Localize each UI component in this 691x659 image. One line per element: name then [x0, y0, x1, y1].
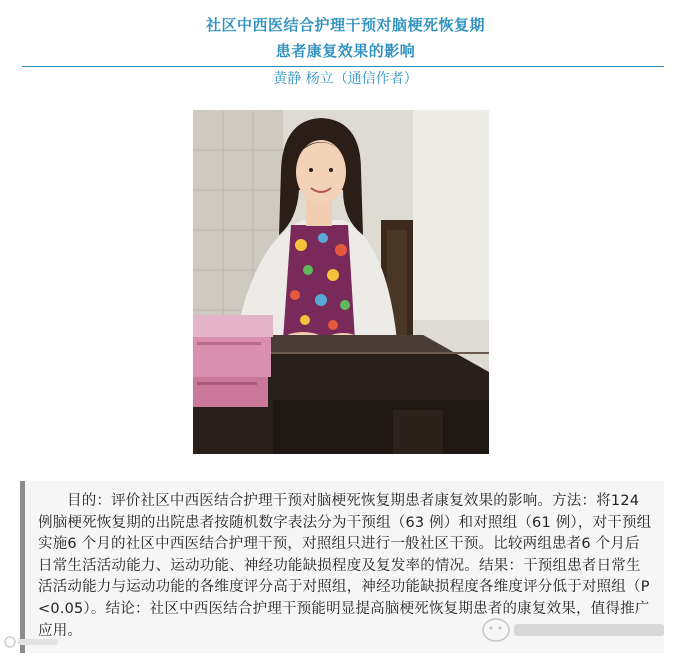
watermark-logo: [478, 615, 678, 645]
article-title-line-2: 患者康复效果的影响: [275, 42, 416, 60]
author-photo: [193, 110, 489, 454]
title-divider: [22, 66, 664, 67]
abstract-text: 目的：评价社区中西医结合护理干预对脑梗死恢复期患者康复效果的影响。方法：将124 例脑梗死恢复期的出院患者按随机数字表法分为干预组（63 例）和对照组（61 例），对干预组实施6 个月的社区中西医结合护理干预，对照组只进行一般社区干预。比较两组患者6 个月后日常生活活动能力、运动功能、神经功能缺损程度及复发率的情况。结果：干预组患者日常生活活动能力与运动功能的各维度评分高于对照组，神经功能缺损程度各维度评分低于对照组（P <0.05）。结论：社区中西医结合护理干预能明显提高脑梗死恢复期患者的康复效果，值得推广应用。: [38, 493, 652, 639]
article-authors: 黄静 杨立（通信作者）: [273, 71, 418, 87]
article-title-line-1: 社区中西医结合护理干预对脑梗死恢复期: [205, 16, 485, 34]
watermark-left: [4, 632, 64, 655]
